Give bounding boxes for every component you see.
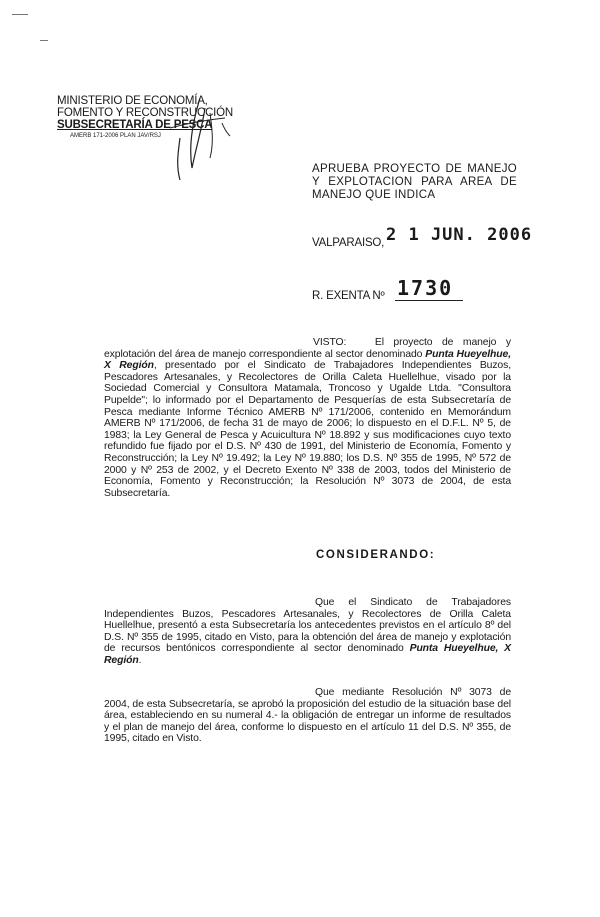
considerando-2-paragraph [104, 687, 511, 745]
ministry-name-line-1: MINISTERIO DE ECONOMÍA, [57, 95, 208, 107]
considerando-1-text-2: . [138, 654, 142, 666]
signature-scribble [150, 88, 240, 183]
reference-code: AMERB 171-2006 PLAN JAV/RSJ [70, 133, 161, 139]
visto-lead: VISTO: [313, 337, 347, 348]
considerando-2-lead: Que mediante Resolución Nº 3073 de [315, 687, 511, 698]
scan-speck [40, 40, 48, 41]
considerando-1-sector-name: Punta Hueyelhue, X Región [104, 643, 511, 666]
resolution-underline [395, 300, 463, 301]
scan-speck [12, 14, 28, 15]
visto-paragraph [104, 337, 511, 499]
considerando-heading: CONSIDERANDO: [316, 549, 436, 561]
visto-sector-name: Punta Hueyelhue, X Región [104, 348, 511, 372]
document-title: APRUEBA PROYECTO DE MANEJO Y EXPLOTACION PARA AREA DE MANEJO QUE INDICA [312, 163, 517, 201]
resolution-label: R. EXENTA Nº [312, 290, 385, 302]
considerando-1-text-1: Independientes Buzos, Pescadores Artesanales, y Recolectores de Orilla Caleta Huellelhue, presentó a esta Subsecretaría los antecedentes previstos en el artículo 8º del D.S. Nº 355 de 1995, citado en Visto, para la obtención del área de manejo y explotación de recursos bentónicos correspondiente al sector denominado [104, 608, 511, 655]
visto-text-1: El proyecto de manejo y explotación del área de manejo correspondiente al sector denominado [104, 337, 511, 360]
ministry-name-line-2: FOMENTO Y RECONSTRUCCIÓN [57, 107, 234, 119]
visto-text-2: , presentado por el Sindicato de Trabajadores Independientes Buzos, Pescadores Artesanales, y Recolectores de Orilla Caleta Huellelhue, visado por la Sociedad Comercial y Consultora Matamala, Troncoso y Ugalde Ltda. "Consultora Pupelde"; lo informado por el Departamento de Pesquerías de esta Subsecretaría de Pesca mediante Informe Técnico AMERB Nº 171/2006, contenido en Memorándum AMERB Nº 171/2006, de fecha 31 de mayo de 2006; lo dispuesto en el D.F.L. Nº 5, de 1983; la Ley General de Pesca y Acuicultura Nº 18.892 y sus modificaciones cuyo texto refundido fue fijado por el D.S. Nº 430 de 1991, del Ministerio de Economía, Fomento y Reconstrucción; la Ley Nº 19.492; la Ley Nº 19.880; los D.S. Nº 355 de 1995, Nº 572 de 2000 y Nº 253 de 2002, y el Decreto Exento Nº 338 de 2003, todos del Ministerio de Economía, Fomento y Reconstrucción; la Resolución Nº 3073 de 2004, de esta Subsecretaría. [104, 360, 511, 499]
resolution-number: 1730 [397, 276, 454, 300]
considerando-1-lead: Que el Sindicato de Trabajadores [315, 597, 511, 608]
considerando-2-text: 2004, de esta Subsecretaría, se aprobó la proposición del estudio de la situación base del área, estableciendo en su numeral 4.- la obligación de entregar un informe de resultados y el plan de manejo del área, conforme lo dispuesto en el artículo 11 del D.S. Nº 355, de 1995, citado en Visto. [104, 698, 511, 745]
subsecretaria-name: SUBSECRETARÍA DE PESCA [57, 119, 213, 131]
considerando-1-paragraph [104, 597, 511, 667]
date-stamp: 2 1 JUN. 2006 [386, 225, 533, 245]
place-label: VALPARAISO, [312, 237, 385, 249]
